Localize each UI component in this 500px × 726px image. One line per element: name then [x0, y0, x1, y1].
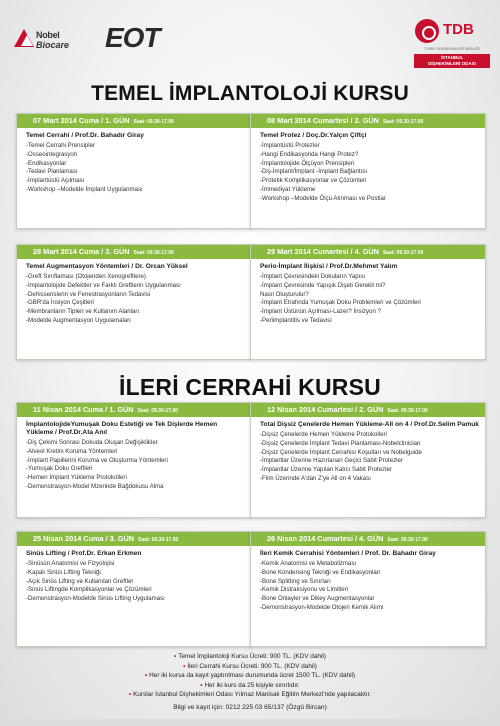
list-item: -Sinüsün Anatomisi ve Fizyolojisi — [26, 560, 115, 567]
list-item: -Membranların Tipleri ve Kullanım Alanları — [26, 308, 140, 316]
list-item: -İmplantlar Üzerine Yapılan Kalıcı Sabit Protezler — [260, 466, 392, 474]
list-item: -Bone Kondensing Tekniği ve Endikasyonları — [260, 568, 381, 576]
list-item: -Dişsiz Çenelerde İmplant Tedavi Planlaması-Nobelclinician — [260, 439, 421, 447]
list-item: -Demonstrasyon-Model Mzerinde Bağdokusu Alma — [26, 482, 164, 490]
list-item: -İmplantolojide Defektler ve Farklı Greftlerin Uygulanması — [26, 281, 181, 289]
list-item: -İmplant Üstünün Açılması-Lazer? İnsizyon ? — [260, 308, 381, 316]
nobel-logo-text-1: Nobel — [36, 30, 60, 40]
tdb-subtitle: TÜRK DİŞHEKİMLERİ BİRLİĞİ — [424, 46, 480, 51]
card-session-title: Sinüs Lifting / Prof.Dr. Erkan Erkmen — [26, 550, 142, 557]
list-item: -İmplantüstü Açılması — [26, 177, 85, 185]
nobel-biocare-logo — [14, 26, 94, 52]
list-item: -Greft Sınıflaması (Otojenden Xenogreftlere) — [26, 273, 146, 280]
list-item: -Alveol Kretini Koruma Yöntemleri — [26, 447, 118, 455]
list-item: -Endikasyonlar — [26, 159, 67, 167]
list-item: -Bone Splitting ve Sınırları — [260, 577, 331, 585]
contact-info: Bilgi ve kayıt için: 0212 225 03 65/137 (Özgü Bircan) — [173, 703, 327, 711]
list-item: -Workshop –Modelde Ölçü Alınması ve Postlar — [260, 194, 386, 202]
list-item: -Hemen İmplant Yükleme Protokolleri — [26, 474, 127, 482]
list-item: -GBR'da İnsiyon Çeşitleri — [26, 299, 94, 307]
card-session-title: İleri Kemik Cerrahisi Yöntemleri / Prof. Dr. Bahadır Giray — [260, 550, 436, 557]
list-item: Nasıl Oluşturulur? — [260, 290, 309, 298]
card-session-title: Perio-İmplant İlişkisi / Prof.Dr.Mehmet Yalım — [260, 263, 398, 270]
list-item: -Yumuşak Doku Greftleri — [26, 465, 93, 473]
list-item: -Dişsiz Çenelerde İmplant Cerrahisi Koşulları ve Nobelguide — [260, 448, 422, 456]
eot-logo: EOT — [105, 22, 160, 53]
course-day-card — [250, 531, 486, 647]
list-item: -İmplant Çevresinde Yapışık Dişeti Gerekli mi? — [260, 281, 386, 289]
card-date-header: 11 Nisan 2014 Cuma / 1. GÜN Saat: 09.30-17.00 — [17, 403, 251, 417]
footer-line: • Temel İmplantoloji Kursu Ücreti: 900 TL. (KDV dahil) — [174, 653, 326, 660]
card-date-header: 28 Mart 2014 Cuma / 3. GÜN Saat: 09.30-17.00 — [17, 245, 251, 259]
list-item: -Osseointegrasyon — [26, 150, 78, 158]
card-session-title: Temel Cerrahi / Prof.Dr. Bahadır Giray — [26, 132, 144, 139]
card-date-header: 26 Nisan 2014 Cumartesi / 4. GÜN Saat: 09.30-17.00 — [251, 532, 485, 546]
list-item: -Periimplantitis ve Tedavisi — [260, 316, 332, 324]
list-item: -Diş-İmplant/İmplant -İmplant Bağlantısı — [260, 168, 368, 176]
card-session-title: İmplantolojideYumuşak Doku Estetiği ve Tek Dişlerde Hemen Yükleme / Prof.Dr.Ata Anıl — [26, 421, 218, 436]
card-session-title: Total Dişsiz Çenelerde Hemen Yükleme-All on 4 / Prof.Dr.Selim Pamuk — [260, 421, 479, 428]
list-item: -Kapalı Sinüs Lifting Tekniği — [26, 568, 101, 576]
course-day-card — [250, 402, 486, 518]
nobel-logo-text-2: Biocare — [36, 40, 70, 50]
list-item: -Sinüs Liftingde Komplikasyonlar ve Çözümleri — [26, 586, 152, 594]
basic-course-title: TEMEL İMPLANTOLOJİ KURSU — [91, 82, 409, 105]
tdb-logo — [412, 16, 492, 72]
list-item: -Temel Cerrahi Prensipler — [26, 142, 96, 149]
card-date-header: 08 Mart 2014 Cumartesi / 2. GÜN Saat: 09.30-17.00 — [251, 114, 485, 128]
list-item: -Tedavi Planlaması — [26, 168, 78, 176]
list-item: -Hangi Endikasyonda Hangi Protez? — [260, 150, 359, 158]
list-item: -İmplant Çevresindeki Dokuların Yapısı — [260, 273, 366, 280]
list-item: -Demonstrasyon-Modelde Sinüs Lifting Uygulaması — [26, 595, 165, 603]
footer-info — [0, 652, 500, 713]
list-item: -İmplantüstü Protezler — [260, 142, 320, 149]
course-day-card — [16, 244, 252, 360]
course-day-card — [16, 531, 252, 647]
card-date-header: 29 Mart 2014 Cumartesi / 4. GÜN Saat: 09.30-17.00 — [251, 245, 485, 259]
footer-line: • İleri Cerrahi Kursu Ücreti: 900 TL. (KDV dahil) — [183, 662, 317, 670]
course-day-card — [16, 113, 252, 229]
list-item: -Bone Onlayler ve Dikey Augmentasyonlar — [260, 595, 375, 603]
card-date-header: 12 Nisan 2014 Cumartesi / 2. GÜN Saat: 09.30-17.00 — [251, 403, 485, 417]
course-day-card — [250, 113, 486, 229]
istanbul-oda-label: İSTANBUL DİŞHEKİMLERİ ODASI — [414, 54, 490, 68]
footer-line: • Her iki kursa da kayıt yaptırılması durumunda ücret 1500 TL. (KDV dahil) — [144, 672, 356, 680]
footer-line: • Kurslar İstanbul Dişhekimleri Odası Yılmaz Manisalı Eğitim Merkezi'nde yapılacaktır. — [128, 691, 372, 699]
course-day-card — [16, 402, 252, 518]
footer-line: • Her iki kurs da 25 kişiyle sınırlıdır. — [200, 681, 300, 689]
card-date-header: 07 Mart 2014 Cuma / 1. GÜN Saat: 09.30-17.00 — [17, 114, 251, 128]
list-item: -İmmediyat Yükleme — [260, 185, 316, 193]
list-item: -Kemik Anatomisi ve Metabolizması — [260, 560, 357, 567]
tdb-logo-text: TDB — [443, 21, 474, 38]
list-item: -Diş Çekimi Sonrası Dokuda Oluşan Değişiklikler — [26, 439, 158, 446]
list-item: -Modelde Augmentasyon Uygulamaları — [26, 316, 132, 324]
list-item: -Demonstrasyon-Modelde Otojen Kemik Alımı — [260, 603, 384, 611]
list-item: -Kemik Distraksiyonu ve Limitleri — [260, 586, 349, 594]
list-item: -Dehissenslerin ve Fenestrasyonların Tedavisi — [26, 290, 151, 298]
list-item: -İmplant Etrafında Yumuşak Doku Problemleri ve Çözümleri — [260, 299, 421, 307]
list-item: -İmplantlar Üzerine Hazırlanan Geçici Sabit Protezler — [260, 457, 403, 465]
list-item: -İmplant Papillerini Koruma ve Oluşturma Yöntemleri — [26, 456, 168, 464]
card-date-header: 25 Nisan 2014 Cuma / 3. GÜN Saat: 09.30-17.00 — [17, 532, 251, 546]
card-session-title: Temel Protez / Doç.Dr.Yalçın Çiftçi — [260, 132, 367, 139]
list-item: -Açık Sinüs Lifting ve Kullanılan Greftler — [26, 577, 134, 585]
list-item: -Film Üzerinde A'dan Z'ye All on 4 Vakası — [260, 474, 371, 482]
advanced-course-title: İLERİ CERRAHİ KURSU — [119, 374, 381, 400]
bottom-bar — [0, 719, 500, 726]
list-item: -İmplantolojide Ölçüyon Prensipleri — [260, 159, 355, 167]
list-item: -Protetik Komplikasyonlar ve Çözümleri — [260, 177, 367, 185]
tdb-seal-icon — [415, 19, 439, 43]
list-item: -Dişsiz Çenelerde Hemen Yükleme Protokolleri — [260, 431, 387, 438]
course-day-card — [250, 244, 486, 360]
list-item: -Workshop –Modelde İmplant Uygulanması — [26, 185, 143, 193]
card-session-title: Temel Augmentasyon Yöntemleri / Dr. Orcan Yüksel — [26, 263, 188, 270]
